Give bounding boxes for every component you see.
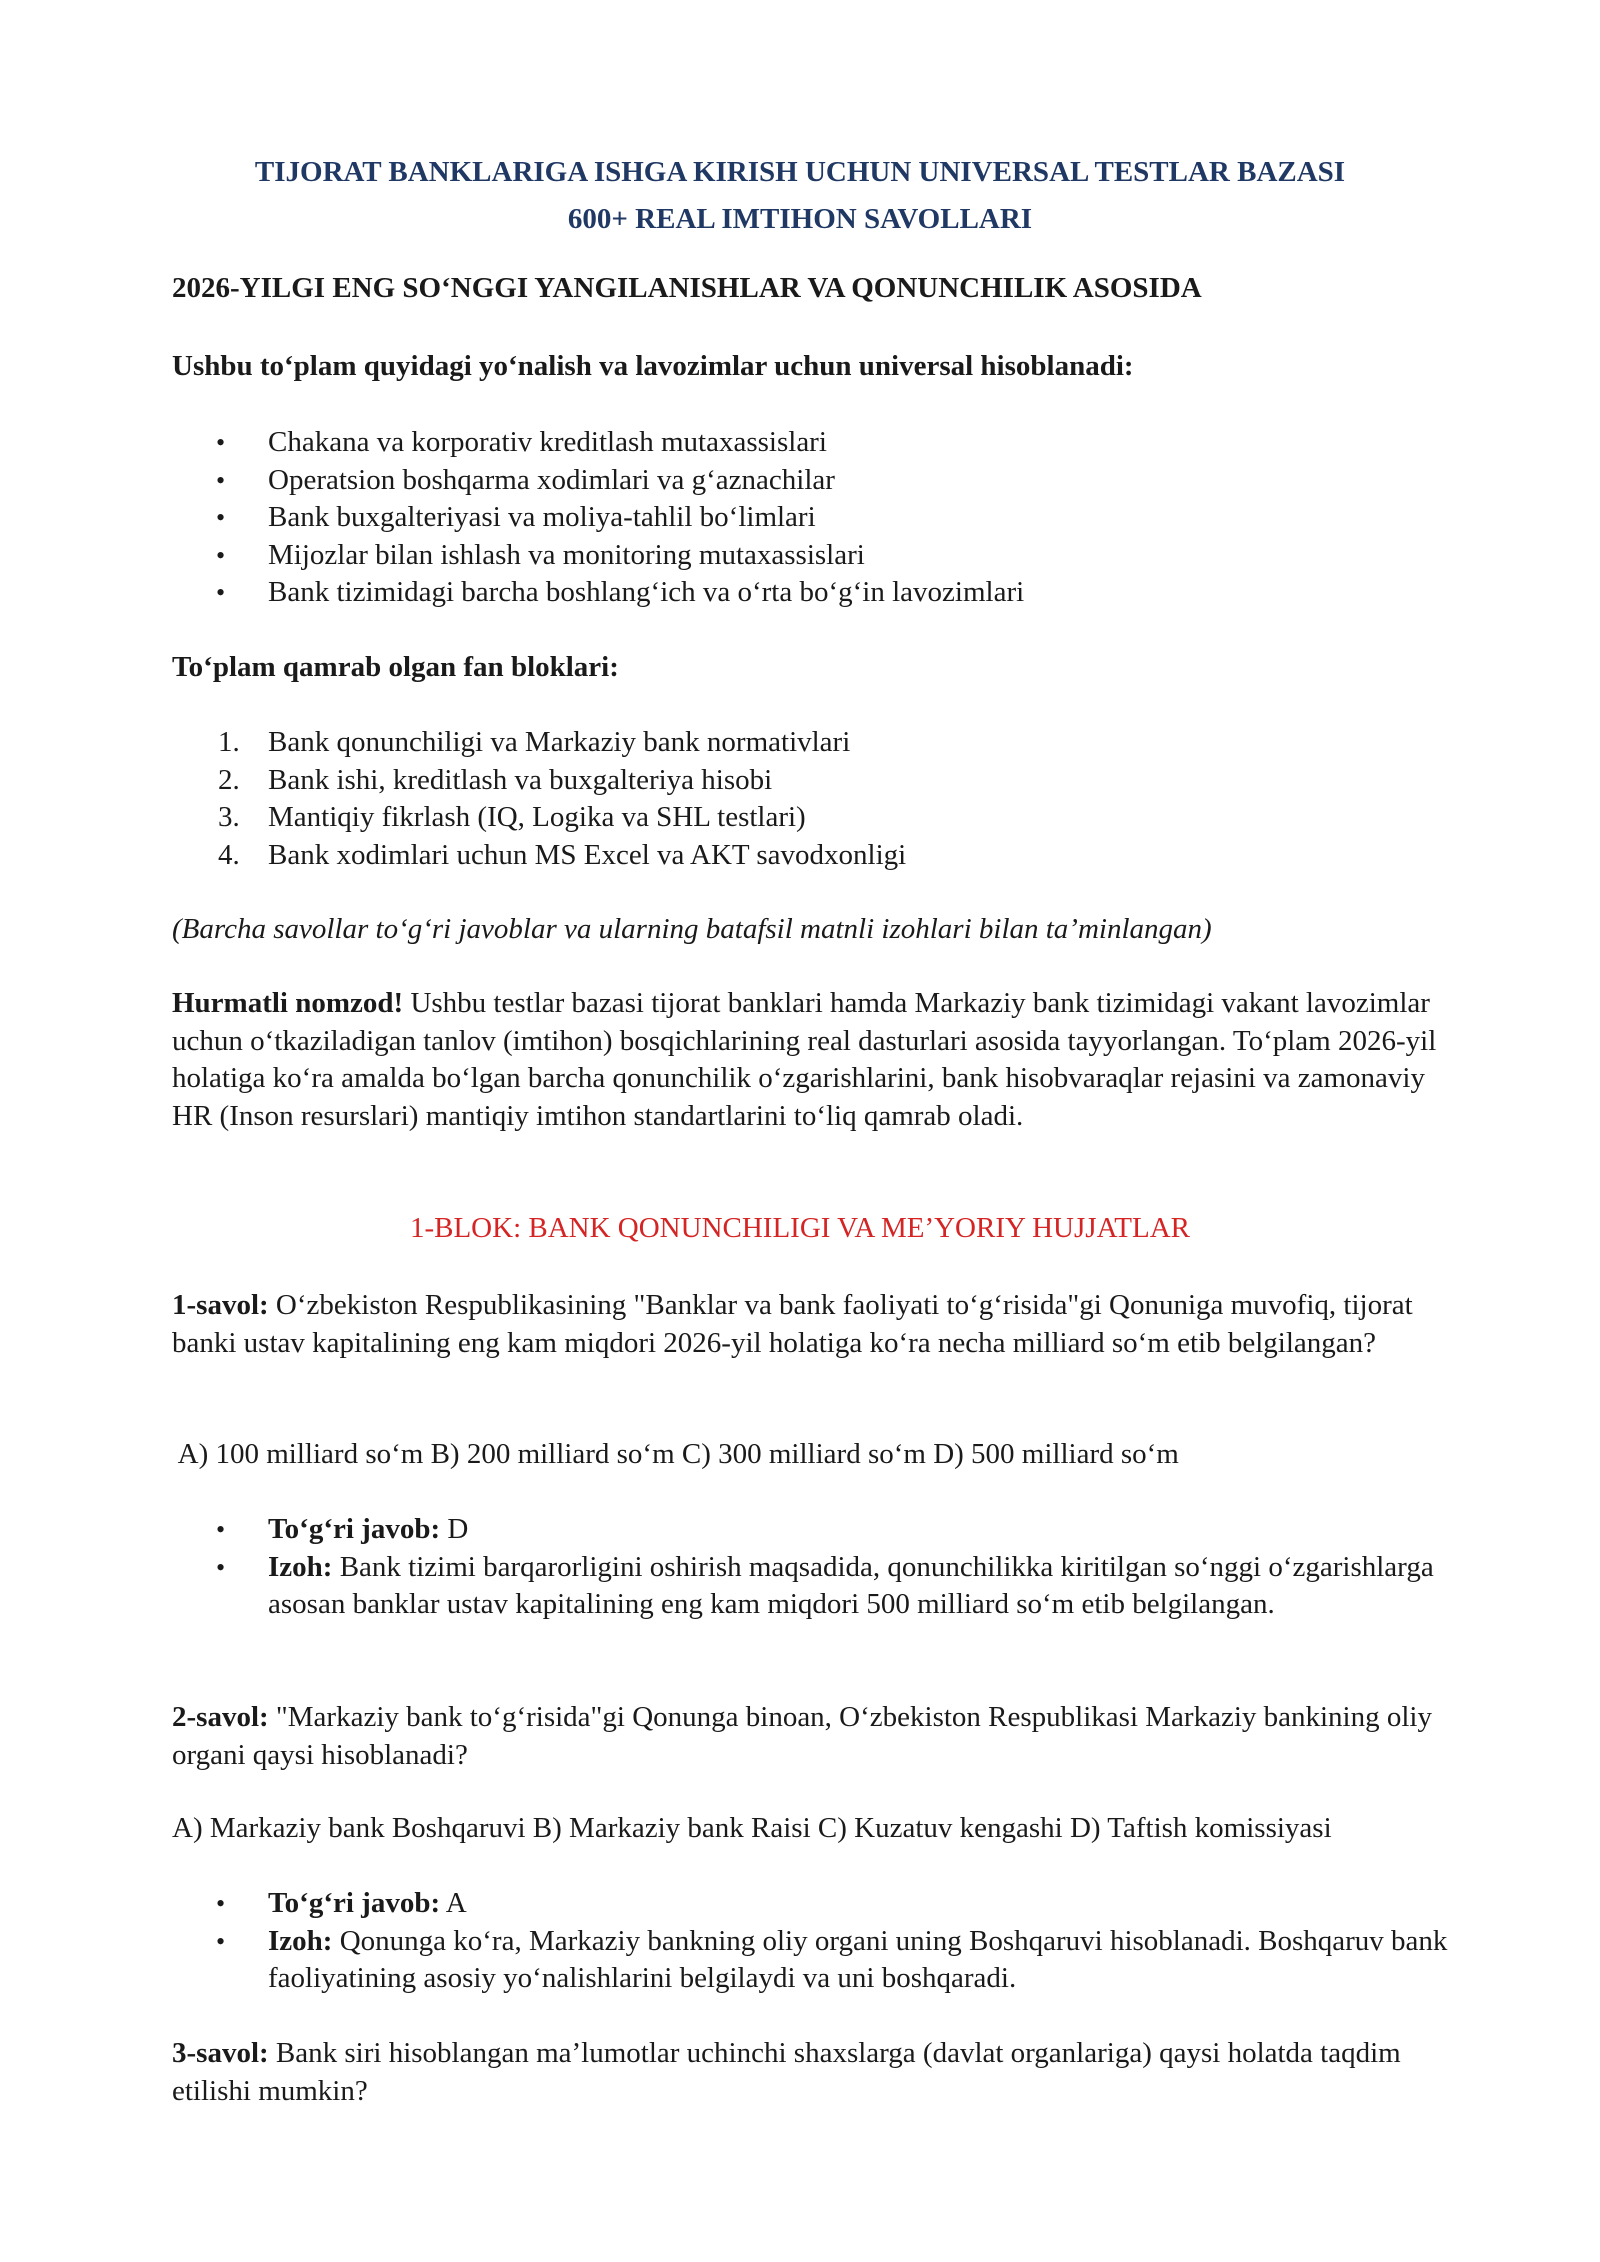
- question-2-options: A) Markaziy bank Boshqaruvi B) Markaziy bank Raisi C) Kuzatuv kengashi D) Taftish komissiyasi: [172, 1812, 1332, 1844]
- list-item: [172, 724, 1472, 762]
- list-text: Bank ishi, kreditlash va buxgalteriya hisobi: [268, 763, 773, 796]
- question-text: "Markaziy bank to‘g‘risida"gi Qonunga binoan, O‘zbekiston Respublikasi Markaziy bankining oliy organi qaysi hisoblanadi?: [172, 1701, 1432, 1771]
- audience-heading: Ushbu to‘plam quyidagi yo‘nalish va lavozimlar uchun universal hisoblanadi:: [172, 350, 1134, 382]
- list-text: Mantiqiy fikrlash (IQ, Logika va SHL testlari): [268, 801, 806, 833]
- question-label: 1-savol:: [172, 1289, 269, 1321]
- audience-list: [172, 424, 1472, 612]
- list-item: [172, 762, 1472, 800]
- list-number: 4.: [218, 838, 240, 871]
- question-text: O‘zbekiston Respublikasining "Banklar va bank faoliyati to‘g‘risida"gi Qonuniga muvofiq, tijorat banki ustav kapitalining eng kam miqdori 2026-yil holatiga ko‘ra necha milliard so‘m etib belgilangan?: [172, 1289, 1413, 1359]
- list-item: • Bank buxgalteriyasi va moliya-tahlil bo‘limlari: [172, 499, 1472, 537]
- list-item: • Chakana va korporativ kreditlash mutaxassislari: [172, 424, 1472, 462]
- list-item: • Bank tizimidagi barcha boshlang‘ich va o‘rta bo‘g‘in lavozimlari: [172, 574, 1472, 612]
- list-text: Bank qonunchiligi va Markaziy bank normativlari: [268, 726, 851, 758]
- document-title-line2: 600+ REAL IMTIHON SAVOLLARI: [567, 203, 1033, 235]
- explanation-text: Qonunga ko‘ra, Markaziy bankning oliy organi uning Boshqaruvi hisoblanadi. Boshqaruv bank faoliyatining asosiy yo‘nalishlarini belgilaydi va uni boshqaradi.: [268, 1924, 1448, 1994]
- subtitle-heading: 2026-YILGI ENG SO‘NGGI YANGILANISHLAR VA QONUNCHILIK ASOSIDA: [172, 272, 1202, 304]
- question-1-options: A) 100 milliard so‘m B) 200 milliard so‘m C) 300 milliard so‘m D) 500 milliard so‘m: [172, 1438, 1179, 1470]
- answer-item: [172, 1885, 1472, 1923]
- list-item: [172, 837, 1472, 875]
- explanation-item: [172, 1923, 1472, 1998]
- list-number: 3.: [218, 801, 240, 833]
- explanation-text: Bank tizimi barqarorligini oshirish maqsadida, qonunchilikka kiritilgan so‘nggi o‘zgarishlarga asosan banklar ustav kapitalining eng kam miqdori 500 milliard so‘m etib belgilangan.: [268, 1550, 1434, 1620]
- question-2-answers: [172, 1885, 1472, 1998]
- list-item: • Operatsion boshqarma xodimlari va g‘aznachilar: [172, 462, 1472, 500]
- list-text: Bank xodimlari uchun MS Excel va AKT savodxonligi: [268, 838, 907, 871]
- answer-item: [172, 1511, 1472, 1549]
- answer-value: A: [440, 1887, 467, 1919]
- question-label: 3-savol:: [172, 2037, 269, 2069]
- note-italic: (Barcha savollar to‘g‘ri javoblar va ularning batafsil matnli izohlari bilan ta’minlangan): [172, 913, 1212, 945]
- list-item: • Mijozlar bilan ishlash va monitoring mutaxassislari: [172, 537, 1472, 575]
- answer-label: To‘g‘ri javob:: [268, 1513, 441, 1545]
- intro-body: Ushbu testlar bazasi tijorat banklari hamda Markaziy bank tizimidagi vakant lavozimlar uchun o‘tkaziladigan tanlov (imtihon) bosqichlarining real dasturlari asosida tayyorlangan. To‘plam 2026-yil holatiga ko‘ra amalda bo‘lgan barcha qonunchilik o‘zgarishlarini, bank hisobvaraqlar rejasini va zamonaviy HR (Inson resurslari) mantiqiy imtihon standartlarini to‘liq qamrab oladi.: [172, 987, 1437, 1132]
- list-number: 1.: [218, 726, 240, 758]
- intro-paragraph: [172, 985, 1472, 1135]
- blocks-list: [172, 724, 1472, 874]
- question-2: [172, 1699, 1472, 1774]
- explanation-label: Izoh:: [268, 1924, 333, 1957]
- question-text: Bank siri hisoblangan ma’lumotlar uchinchi shaxslarga (davlat organlariga) qaysi holatda taqdim etilishi mumkin?: [172, 2037, 1401, 2107]
- explanation-label: Izoh:: [268, 1550, 333, 1583]
- section-title: 1-BLOK: BANK QONUNCHILIGI VA ME’YORIY HUJJATLAR: [409, 1212, 1191, 1244]
- document-title: TIJORAT BANKLARIGA ISHGA KIRISH UCHUN UNIVERSAL TESTLAR BAZASI: [254, 156, 1346, 188]
- question-3: [172, 2035, 1472, 2110]
- intro-lead: Hurmatli nomzod!: [172, 987, 404, 1019]
- list-number: 2.: [218, 763, 240, 796]
- answer-value: D: [440, 1513, 469, 1545]
- explanation-item: [172, 1549, 1472, 1624]
- question-label: 2-savol:: [172, 1701, 269, 1733]
- list-item: [172, 799, 1472, 837]
- question-1-answers: [172, 1511, 1472, 1624]
- question-1: [172, 1287, 1472, 1362]
- answer-label: To‘g‘ri javob:: [268, 1887, 441, 1919]
- blocks-heading: To‘plam qamrab olgan fan bloklari:: [172, 651, 619, 683]
